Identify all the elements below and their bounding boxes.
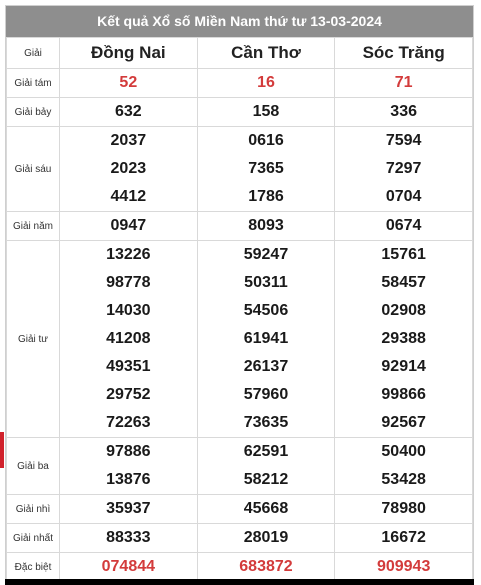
prize-row-giai-bay — [7, 98, 473, 127]
prize-row-giai-ba — [7, 438, 473, 495]
prize-number: 49351 — [106, 358, 151, 375]
prize-cell — [335, 524, 473, 553]
prize-label: Giải nhất — [7, 524, 60, 553]
prize-row-giai-tu — [7, 241, 473, 438]
prize-cell — [60, 438, 198, 495]
prize-number: 92914 — [381, 358, 426, 375]
prize-number: 52 — [119, 74, 138, 91]
prize-label: Giải ba — [7, 438, 60, 495]
prize-number: 8093 — [248, 217, 284, 234]
prize-number: 59247 — [243, 246, 289, 263]
prize-number: 4412 — [110, 188, 147, 205]
bottom-bar — [5, 579, 474, 585]
prize-number: 61941 — [243, 330, 289, 347]
prize-row-giai-tam — [7, 69, 473, 98]
prize-cell — [335, 127, 473, 212]
prize-number: 88333 — [106, 529, 151, 546]
prize-cell — [60, 69, 198, 98]
prize-number: 13876 — [106, 471, 151, 488]
prize-number: 73635 — [243, 414, 289, 431]
prize-number: 909943 — [376, 558, 431, 575]
prize-number: 62591 — [243, 443, 289, 460]
prize-label: Giải sáu — [7, 127, 60, 212]
prize-number: 16 — [257, 74, 275, 91]
prize-number: 13226 — [106, 246, 151, 263]
prize-number: 50400 — [381, 443, 426, 460]
prize-cell — [335, 495, 473, 524]
province-header-dong-nai[interactable]: Đồng Nai — [60, 38, 198, 69]
prize-cell — [197, 98, 335, 127]
prize-number: 92567 — [381, 414, 426, 431]
prize-number: 632 — [114, 103, 142, 120]
prize-number: 02908 — [381, 302, 426, 319]
prize-cell — [197, 524, 335, 553]
prize-label: Giải nhì — [7, 495, 60, 524]
prize-number: 0704 — [385, 188, 422, 205]
prize-label: Đặc biệt — [7, 553, 60, 582]
prize-cell — [197, 438, 335, 495]
prize-cell — [60, 241, 198, 438]
prize-number: 683872 — [239, 558, 293, 575]
prize-cell — [197, 212, 335, 241]
prize-number: 53428 — [381, 471, 426, 488]
prize-number: 41208 — [106, 330, 151, 347]
prize-column-header: Giải — [7, 38, 60, 69]
prize-number: 29388 — [381, 330, 426, 347]
prize-number: 2023 — [110, 160, 147, 177]
prize-row-giai-nam — [7, 212, 473, 241]
province-header-can-tho[interactable]: Cần Thơ — [197, 38, 335, 69]
prize-cell — [60, 495, 198, 524]
prize-number: 7297 — [385, 160, 422, 177]
prize-number: 336 — [390, 103, 417, 120]
prize-number: 72263 — [106, 414, 151, 431]
prize-row-giai-nhat — [7, 524, 473, 553]
prize-number: 97886 — [106, 443, 151, 460]
prize-cell — [60, 524, 198, 553]
prize-number: 26137 — [243, 358, 289, 375]
prize-number: 29752 — [106, 386, 151, 403]
prize-cell — [60, 212, 198, 241]
prize-number: 14030 — [106, 302, 151, 319]
prize-label: Giải năm — [7, 212, 60, 241]
prize-number: 28019 — [243, 529, 289, 546]
prize-number: 57960 — [243, 386, 289, 403]
prize-cell — [335, 553, 473, 582]
prize-number: 0947 — [110, 217, 147, 234]
prize-cell — [335, 241, 473, 438]
prize-cell — [60, 553, 198, 582]
prize-row-giai-sau — [7, 127, 473, 212]
prize-cell — [335, 212, 473, 241]
prize-cell — [197, 553, 335, 582]
results-table — [6, 37, 473, 582]
prize-number: 35937 — [106, 500, 151, 517]
prize-number: 7594 — [385, 132, 422, 149]
prize-cell — [197, 69, 335, 98]
prize-number: 58212 — [243, 471, 289, 488]
page-title: Kết quả Xổ số Miền Nam thứ tư 13-03-2024 — [6, 6, 473, 37]
prize-number: 50311 — [244, 274, 288, 291]
prize-number: 78980 — [381, 500, 426, 517]
prize-label: Giải tám — [7, 69, 60, 98]
prize-cell — [197, 495, 335, 524]
prize-cell — [335, 438, 473, 495]
prize-cell — [60, 127, 198, 212]
prize-cell — [335, 69, 473, 98]
prize-cell — [197, 127, 335, 212]
prize-number: 71 — [394, 74, 413, 91]
prize-number: 0616 — [248, 132, 284, 149]
prize-number: 15761 — [381, 246, 426, 263]
prize-cell — [197, 241, 335, 438]
prize-row-giai-nhi — [7, 495, 473, 524]
prize-number: 98778 — [106, 274, 151, 291]
prize-number: 0674 — [385, 217, 422, 234]
prize-cell — [335, 98, 473, 127]
prize-label: Giải tư — [7, 241, 60, 438]
prize-number: 99866 — [381, 386, 426, 403]
prize-number: 16672 — [381, 529, 426, 546]
prize-number: 158 — [252, 103, 280, 120]
prize-number: 7365 — [248, 160, 284, 177]
prize-cell — [60, 98, 198, 127]
side-tab[interactable] — [0, 432, 4, 468]
prize-label: Giải bảy — [7, 98, 60, 127]
table-header-row — [7, 38, 473, 69]
prize-number: 1786 — [248, 188, 284, 205]
prize-row-dac-biet — [7, 553, 473, 582]
results-panel — [5, 5, 474, 583]
prize-number: 54506 — [243, 302, 289, 319]
province-header-soc-trang[interactable]: Sóc Trăng — [335, 38, 473, 69]
prize-number: 2037 — [110, 132, 147, 149]
prize-number: 58457 — [381, 274, 426, 291]
prize-number: 45668 — [243, 500, 289, 517]
prize-number: 074844 — [101, 558, 156, 575]
results-body — [7, 69, 473, 582]
